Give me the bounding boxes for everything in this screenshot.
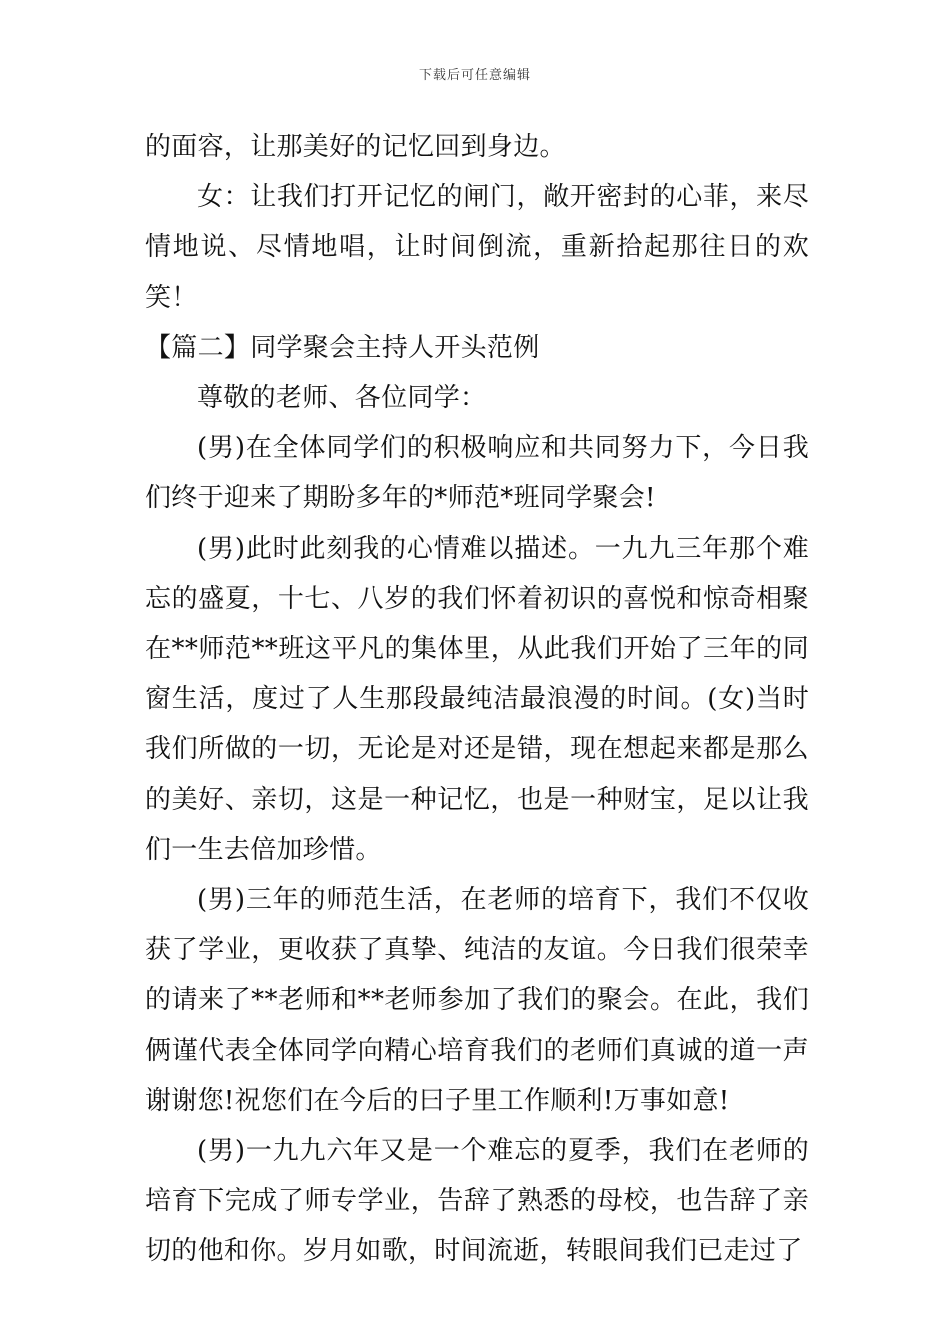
document-body <box>145 122 809 1277</box>
paragraph-6: (男)此时此刻我的心情难以描述。一九九三年那个难忘的盛夏，十七、八岁的我们怀着初识的喜悦和惊奇相聚在**师范**班这平凡的集体里，从此我们开始了三年的同窗生活，度过了人生那段最纯洁最浪漫的时间。(女)当时我们所做的一切，无论是对还是错，现在想起来都是那么的美好、亲切，这是一种记忆，也是一种财宝，足以让我们一生去倍加珍惜。 <box>145 533 809 865</box>
section-heading: 【篇二】同学聚会主持人开头范例 <box>145 332 540 363</box>
page-header: 下载后可任意编辑 <box>418 68 531 83</box>
paragraph-1: 的面容，让那美好的记忆回到身边。 <box>145 132 566 162</box>
paragraph-greeting: 尊敬的老师、各位同学： <box>197 383 487 414</box>
paragraph-5: (男)在全体同学们的积极响应和共同努力下，今日我们终于迎来了期盼多年的*师范*班同学聚会! <box>145 433 809 514</box>
paragraph-7: (男)三年的师范生活，在老师的培育下，我们不仅收获了学业，更收获了真挚、纯洁的友谊。今日我们很荣幸的请来了**老师和**老师参加了我们的聚会。在此，我们俩谨代表全体同学向精心培育我们的老师们真诚的道一声谢谢您!祝您们在今后的曰子里工作顺利!万事如意! <box>145 885 809 1116</box>
paragraph-8: (男)一九九六年又是一个难忘的夏季，我们在老师的培育下完成了师专学业，告辞了熟悉的母校，也告辞了亲切的他和你。岁月如歌，时间流逝，转眼间我们已走过了 <box>145 1136 809 1267</box>
paragraph-2: 女：让我们打开记忆的闸门，敞开密封的心菲，来尽情地说、尽情地唱，让时间倒流，重新拾起那往日的欢笑！ <box>145 182 809 313</box>
